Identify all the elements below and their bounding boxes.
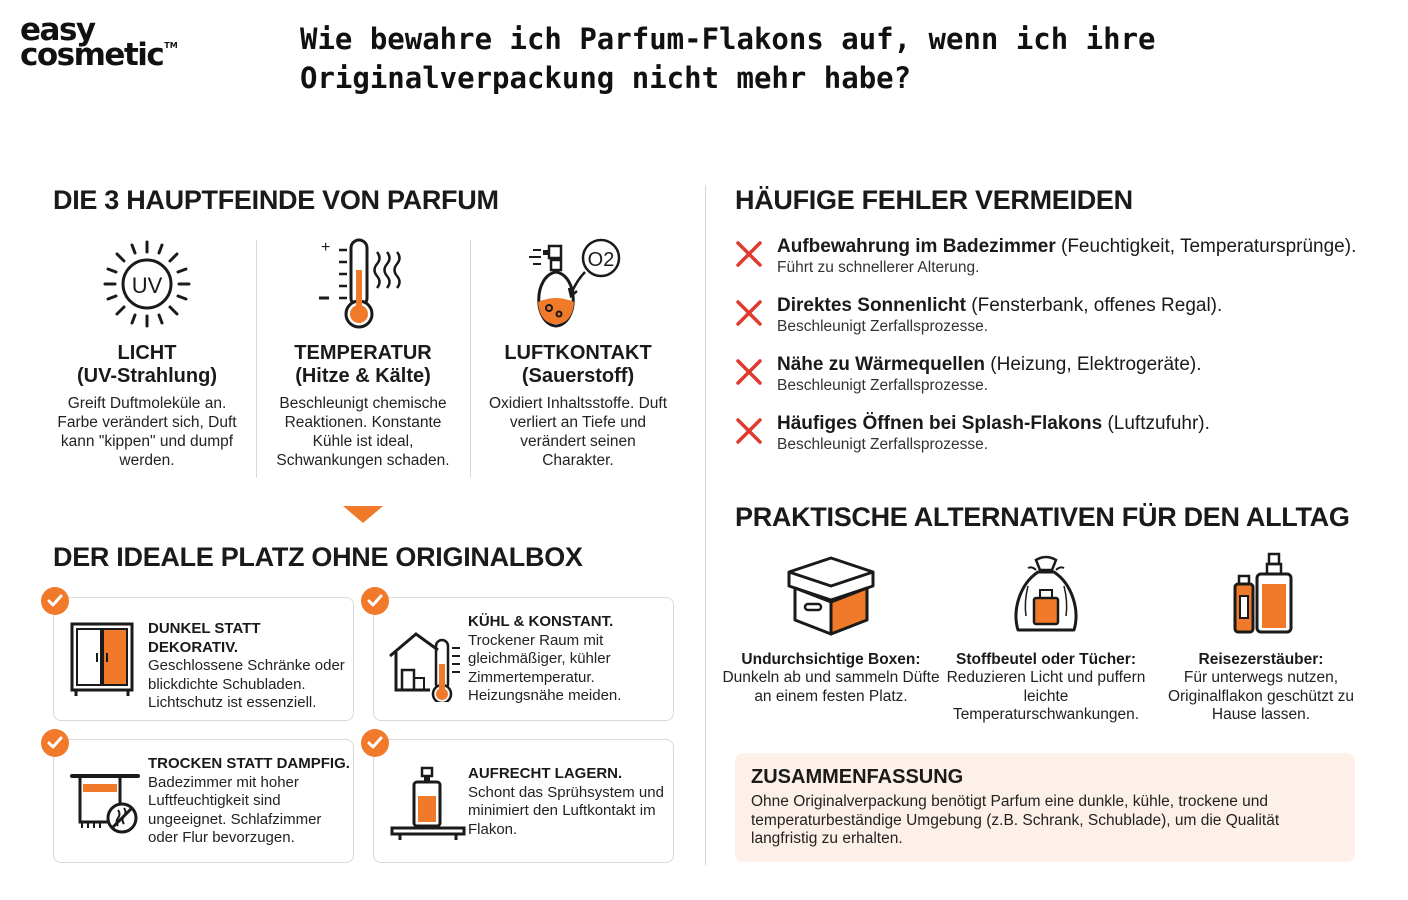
mistake-text: Nähe zu Wärmequellen (Heizung, Elektrogeräte). [777, 354, 1202, 375]
enemy-temperature-text: Beschleunigt chemische Reaktionen. Konstante Kühle ist ideal, Schwankungen schaden. [276, 395, 450, 469]
summary-text: Ohne Originalverpackung benötigt Parfum eine dunkle, kühle, trockene und temperaturbeständige Umgebung (z.B. Schrank, Schublade), um die Qualität langfristig zu erhalten. [751, 793, 1280, 847]
cross-icon [735, 299, 763, 327]
cabinet-icon [66, 620, 136, 705]
logo-line-1: easy [20, 12, 95, 48]
enemy-air-title: LUFTKONTAKT (Sauerstoff) [504, 342, 652, 387]
mistake-subtext: Beschleunigt Zerfallsprozesse. [777, 436, 989, 453]
mistakes-heading: HÄUFIGE FEHLER VERMEIDEN [735, 185, 1133, 215]
checkmark-icon [361, 729, 389, 757]
enemy-light [52, 232, 242, 470]
cross-icon [735, 417, 763, 445]
enemy-light-title: LICHT (UV-Strahlung) [77, 342, 217, 387]
travel-atomizer-icon [1211, 550, 1311, 638]
alternative-title: Stoffbeutel oder Tücher: [956, 651, 1136, 668]
mistake-text: Direktes Sonnenlicht (Fensterbank, offenes Regal). [777, 295, 1223, 316]
checkmark-icon [41, 587, 69, 615]
svg-text:O2: O2 [587, 249, 615, 271]
upright-bottle-icon [386, 762, 466, 847]
alternative-text: Reduzieren Licht und puffern leichte Temperaturschwankungen. [946, 669, 1146, 723]
mistake-text: Aufbewahrung im Badezimmer (Feuchtigkeit, Temperatursprünge). [777, 236, 1357, 257]
mistake-text: Häufiges Öffnen bei Splash-Flakons (Luftzufuhr). [777, 413, 1210, 434]
place-card-text [148, 755, 353, 848]
logo-trademark: TM [164, 41, 178, 51]
alternative-text: Dunkeln ab und sammeln Düfte an einem festen Platz. [722, 669, 940, 705]
place-card-body: Geschlossene Schränke oder blickdichte Schubladen. Lichtschutz ist essenziell. [148, 657, 345, 711]
place-card-title: KÜHL & KONSTANT. [468, 613, 614, 630]
place-card-text [148, 620, 353, 713]
place-card-dark [53, 597, 354, 721]
summary-title: ZUSAMMENFASSUNG [751, 766, 964, 788]
place-card-upright [373, 739, 674, 863]
checkmark-icon [41, 729, 69, 757]
thermometer-icon [313, 232, 413, 332]
uv-sun-icon [97, 232, 197, 332]
mistake-item [735, 413, 1375, 455]
place-card-dry [53, 739, 354, 863]
brand-logo [20, 12, 180, 74]
mistake-item [735, 236, 1375, 278]
enemy-air-text: Oxidiert Inhaltsstoffe. Duft verliert an Tiefe und verändert seinen Charakter. [488, 395, 668, 469]
perfume-oxygen-icon [523, 232, 633, 332]
enemy-divider [256, 240, 257, 478]
down-arrow-icon [343, 506, 383, 523]
place-card-body: Trockener Raum mit gleichmäßiger, kühler Zimmertemperatur. Heizungsnähe meiden. [468, 631, 622, 704]
column-divider [705, 185, 706, 865]
alternative-text: Für unterwegs nutzen, Originalflakon geschützt zu Hause lassen. [1167, 669, 1355, 723]
checkmark-icon [361, 587, 389, 615]
place-card-text [468, 765, 673, 839]
alternative-atomizer [1151, 550, 1371, 725]
cross-icon [735, 358, 763, 386]
places-heading: DER IDEALE PLATZ OHNE ORIGINALBOX [53, 542, 583, 572]
enemy-light-text: Greift Duftmoleküle an. Farbe verändert sich, Duft kann "kippen" und dumpf werden. [57, 395, 237, 469]
place-card-cool [373, 597, 674, 721]
place-card-title: TROCKEN STATT DAMPFIG. [148, 755, 350, 772]
summary-box [735, 753, 1355, 862]
cool-room-icon [386, 620, 468, 707]
place-card-text [468, 613, 673, 706]
place-card-title: AUFRECHT LAGERN. [468, 765, 623, 782]
alternative-fabric-bag [936, 550, 1156, 725]
alternative-title: Reisezerstäuber: [1198, 651, 1324, 668]
mistake-subtext: Führt zu schnellerer Alterung. [777, 259, 980, 276]
place-card-body: Badezimmer mit hoher Luftfeuchtigkeit sind ungeeignet. Schlafzimmer oder Flur bevorzugen. [148, 773, 322, 846]
place-card-body: Schont das Sprühsystem und minimiert den Luftkontakt im Flakon. [468, 783, 664, 838]
enemy-temperature-title: TEMPERATUR (Hitze & Kälte) [294, 342, 432, 387]
page-title: Wie bewahre ich Parfum-Flakons auf, wenn ich ihre Originalverpackung nicht mehr habe? [300, 22, 1156, 95]
mistake-item [735, 295, 1375, 337]
enemy-temperature [268, 232, 458, 470]
logo-word: cosmetic [20, 37, 164, 74]
svg-text:+: + [321, 239, 331, 256]
alternative-boxes [721, 550, 941, 706]
enemy-air [483, 232, 673, 470]
cross-icon [735, 240, 763, 268]
place-card-title: DUNKEL STATT DEKORATIV. [148, 620, 261, 656]
mistake-item [735, 354, 1375, 396]
alternative-title: Undurchsichtige Boxen: [741, 651, 921, 668]
enemy-divider [470, 240, 471, 478]
towel-no-humidity-icon [66, 762, 146, 847]
logo-line-2 [20, 37, 180, 74]
fabric-bag-icon [996, 550, 1096, 638]
mistake-subtext: Beschleunigt Zerfallsprozesse. [777, 318, 989, 335]
mistake-subtext: Beschleunigt Zerfallsprozesse. [777, 377, 989, 394]
enemies-heading: DIE 3 HAUPTFEINDE VON PARFUM [53, 185, 499, 215]
storage-box-icon [781, 550, 881, 638]
alternatives-heading: PRAKTISCHE ALTERNATIVEN FÜR DEN ALLTAG [735, 502, 1350, 532]
svg-text:UV: UV [131, 273, 163, 298]
